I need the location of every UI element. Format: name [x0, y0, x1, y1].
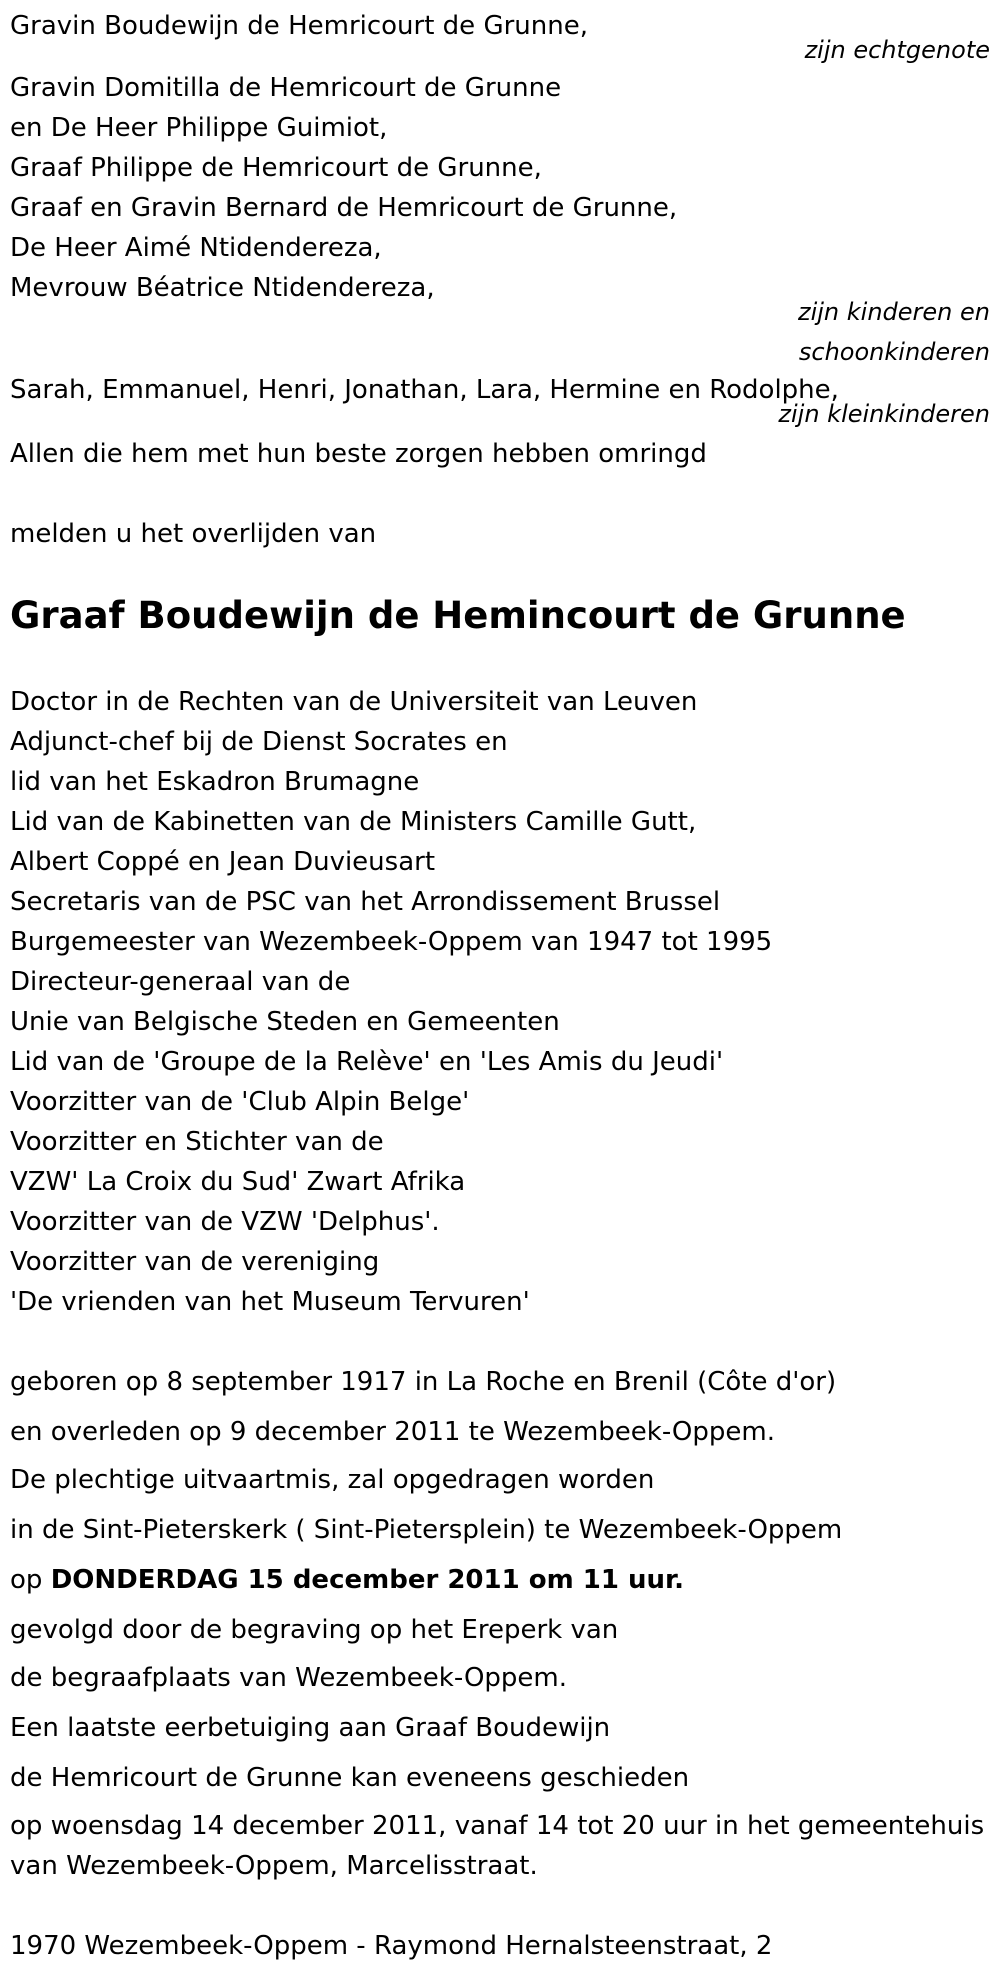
funeral-date-line	[10, 1564, 684, 1596]
child-line: Graaf Philippe de Hemricourt de Grunne,	[10, 153, 542, 183]
funeral-date-prefix: op	[10, 1565, 51, 1595]
children-role-continued: schoonkinderen	[798, 338, 990, 366]
title-line: VZW' La Croix du Sud' Zwart Afrika	[10, 1167, 466, 1197]
title-line: Albert Coppé en Jean Duvieusart	[10, 847, 436, 877]
church-line: in de Sint-Pieterskerk ( Sint-Pietersplein) te Wezembeek-Oppem	[10, 1515, 843, 1545]
tribute-line: van Wezembeek-Oppem, Marcelisstraat.	[10, 1851, 538, 1881]
child-line: Graaf en Gravin Bernard de Hemricourt de Grunne,	[10, 193, 678, 223]
title-line: Adjunct-chef bij de Dienst Socrates en	[10, 727, 508, 757]
title-line: Voorzitter van de VZW 'Delphus'.	[10, 1207, 440, 1237]
mass-line: De plechtige uitvaartmis, zal opgedragen worden	[10, 1465, 655, 1495]
grandchildren-names: Sarah, Emmanuel, Henri, Jonathan, Lara, Hermine en Rodolphe,	[10, 375, 839, 405]
child-line: Gravin Domitilla de Hemricourt de Grunne	[10, 73, 562, 103]
title-line: Directeur-generaal van de	[10, 967, 351, 997]
burial-line: gevolgd door de begraving op het Ereperk van	[10, 1615, 619, 1645]
children-role: zijn kinderen en	[798, 298, 990, 326]
deceased-name: Graaf Boudewijn de Hemincourt de Grunne	[10, 594, 906, 637]
child-line: en De Heer Philippe Guimiot,	[10, 113, 388, 143]
death-line: en overleden op 9 december 2011 te Wezembeek-Oppem.	[10, 1417, 775, 1447]
title-line: Lid van de 'Groupe de la Relève' en 'Les Amis du Jeudi'	[10, 1047, 724, 1077]
title-line: Secretaris van de PSC van het Arrondissement Brussel	[10, 887, 721, 917]
tribute-line: de Hemricourt de Grunne kan eveneens geschieden	[10, 1763, 690, 1793]
child-line: De Heer Aimé Ntidendereza,	[10, 233, 382, 263]
funeral-date: DONDERDAG 15 december 2011 om 11 uur.	[50, 1565, 684, 1595]
title-line: Doctor in de Rechten van de Universiteit van Leuven	[10, 687, 698, 717]
caregivers-line: Allen die hem met hun beste zorgen hebben omringd	[10, 439, 707, 469]
announcement-line: melden u het overlijden van	[10, 519, 377, 549]
title-line: lid van het Eskadron Brumagne	[10, 767, 420, 797]
spouse-name: Gravin Boudewijn de Hemricourt de Grunne,	[10, 11, 588, 41]
cemetery-line: de begraafplaats van Wezembeek-Oppem.	[10, 1663, 568, 1693]
grandchildren-role: zijn kleinkinderen	[778, 400, 990, 428]
child-line: Mevrouw Béatrice Ntidendereza,	[10, 273, 435, 303]
title-line: Burgemeester van Wezembeek-Oppem van 1947 tot 1995	[10, 927, 773, 957]
birth-line: geboren op 8 september 1917 in La Roche en Brenil (Côte d'or)	[10, 1367, 837, 1397]
title-line: Voorzitter van de vereniging	[10, 1247, 380, 1277]
tribute-line: op woensdag 14 december 2011, vanaf 14 tot 20 uur in het gemeentehuis	[10, 1811, 985, 1841]
address-line: 1970 Wezembeek-Oppem - Raymond Hernalsteenstraat, 2	[10, 1931, 773, 1961]
title-line: Voorzitter en Stichter van de	[10, 1127, 384, 1157]
title-line: Voorzitter van de 'Club Alpin Belge'	[10, 1087, 470, 1117]
tribute-line: Een laatste eerbetuiging aan Graaf Boudewijn	[10, 1713, 611, 1743]
title-line: Unie van Belgische Steden en Gemeenten	[10, 1007, 560, 1037]
spouse-role: zijn echtgenote	[804, 36, 990, 64]
title-line: Lid van de Kabinetten van de Ministers Camille Gutt,	[10, 807, 697, 837]
title-line: 'De vrienden van het Museum Tervuren'	[10, 1287, 530, 1317]
